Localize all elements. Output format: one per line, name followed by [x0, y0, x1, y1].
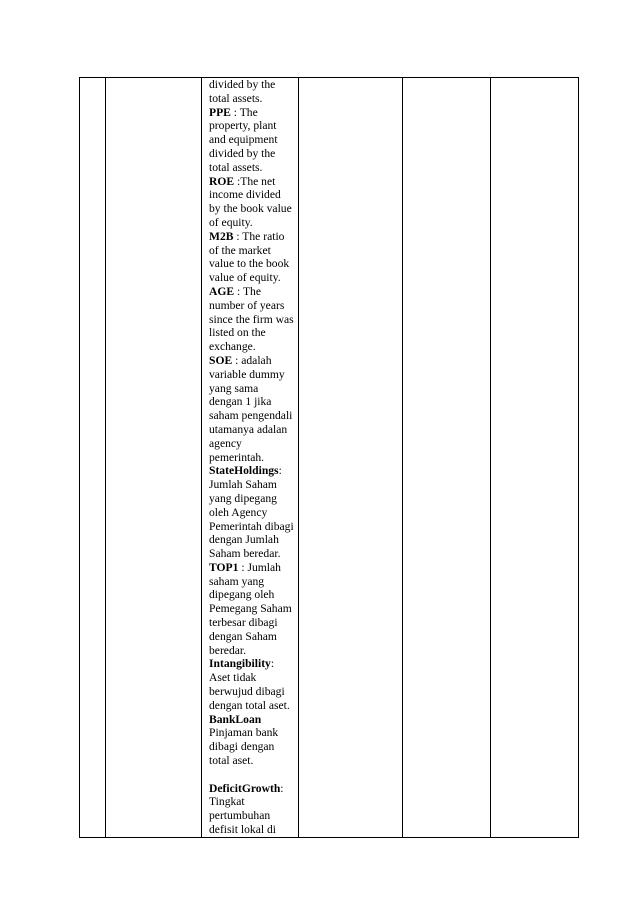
- text-bankloan: Pinjaman bank dibagi dengan total aset.: [209, 726, 279, 768]
- sep-deficitgrowth: :: [280, 781, 284, 795]
- paragraph-gap: [209, 768, 294, 782]
- term-deficitgrowth: DeficitGrowth: [209, 781, 281, 795]
- sep-m2b: :: [233, 229, 243, 243]
- text-ppe: The property, plant and equipment divided by the total assets.: [209, 105, 278, 174]
- sep-top1: :: [238, 560, 248, 574]
- definition-intangibility: [209, 657, 294, 712]
- term-ppe: PPE: [209, 105, 231, 119]
- variable-definition-table: [79, 77, 579, 838]
- sep-roe: :: [234, 174, 241, 188]
- sep-age: :: [234, 284, 243, 298]
- text-soe: adalah variable dummy yang sama dengan 1 jika saham pengendali utamanya adalan agency pemerintah.: [209, 353, 293, 464]
- definition-bankloan: [209, 713, 294, 768]
- text-roe: The net income divided by the book value of equity.: [209, 174, 292, 229]
- definition-intro: divided by the total assets.: [209, 78, 276, 105]
- term-roe: ROE: [209, 174, 235, 188]
- term-age: AGE: [209, 284, 235, 298]
- definition-deficitgrowth: [209, 782, 294, 837]
- definition-roe: [209, 175, 294, 230]
- definition-soe: [209, 354, 294, 464]
- text-stateholdings: Jumlah Saham yang dipegang oleh Agency Pemerintah dibagi dengan Jumlah Saham beredar.: [209, 478, 294, 561]
- sep-ppe: :: [230, 105, 240, 119]
- sep-soe: :: [232, 353, 242, 367]
- definition-ppe: [209, 106, 294, 175]
- term-intangibility: Intangibility: [209, 657, 271, 671]
- term-m2b: M2B: [209, 229, 234, 243]
- table-cell-extra: [491, 78, 579, 838]
- table-cell-author: [106, 78, 202, 838]
- table-cell-variables: [202, 78, 299, 838]
- term-bankloan: BankLoan: [209, 712, 262, 726]
- term-stateholdings: StateHoldings: [209, 464, 279, 478]
- term-top1: TOP1: [209, 560, 239, 574]
- text-m2b: The ratio of the market value to the book value of equity.: [209, 229, 290, 285]
- definition-m2b: [209, 230, 294, 285]
- definition-age: [209, 285, 294, 354]
- sep-stateholdings: :: [278, 464, 282, 478]
- text-intangibility: Aset tidak berwujud dibagi dengan total aset.: [209, 671, 290, 712]
- text-age: The number of years since the firm was listed on the exchange.: [209, 284, 294, 354]
- table-cell-number: [80, 78, 106, 838]
- table-cell-notes: [403, 78, 491, 838]
- sep-intangibility: :: [270, 657, 275, 671]
- term-soe: SOE: [209, 353, 233, 367]
- text-deficitgrowth: Tingkat pertumbuhan defisit lokal di: [209, 795, 276, 837]
- text-top1: Jumlah saham yang dipegang oleh Pemegang Saham terbesar dibagi dengan Saham beredar.: [209, 560, 292, 657]
- table-cell-results: [299, 78, 403, 838]
- definition-stateholdings: [209, 464, 294, 561]
- table-row: [80, 78, 579, 838]
- definition-top1: [209, 561, 294, 658]
